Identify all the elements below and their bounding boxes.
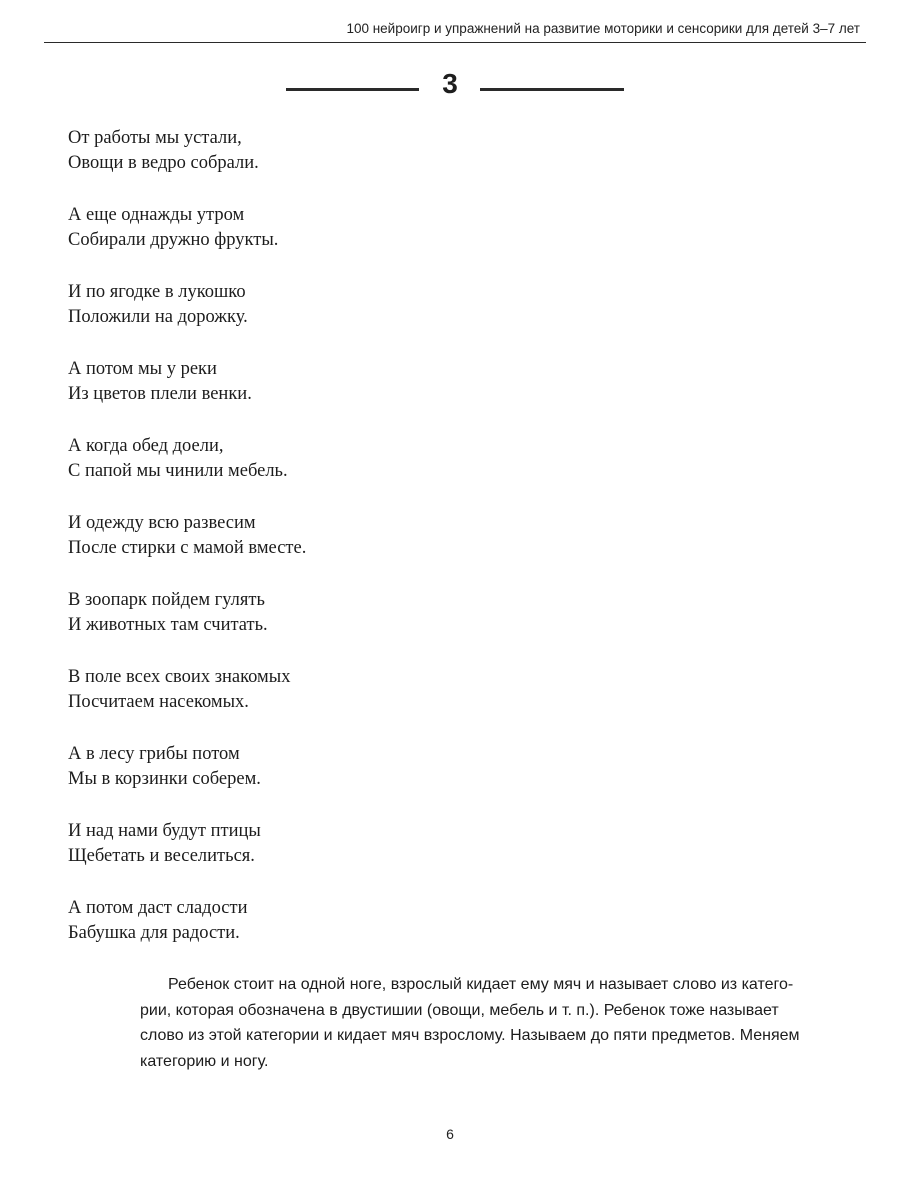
poem-line: После стирки с мамой вместе. bbox=[68, 538, 307, 558]
section-number: 3 bbox=[442, 68, 458, 99]
poem-line: Овощи в ведро собрали. bbox=[68, 153, 259, 173]
poem-line: Мы в корзинки соберем. bbox=[68, 769, 261, 789]
poem-line: Из цветов плели венки. bbox=[68, 384, 252, 404]
poem-stanza bbox=[68, 280, 628, 357]
poem-stanza bbox=[68, 511, 628, 588]
poem-line: Бабушка для радости. bbox=[68, 923, 240, 943]
poem-stanza bbox=[68, 665, 628, 742]
instruction-line: слово из этой категории и кидает мяч взрослому. Называем до пяти предметов. Меняем bbox=[140, 1027, 800, 1044]
poem-line: Посчитаем насекомых. bbox=[68, 692, 249, 712]
poem-line: И одежду всю развесим bbox=[68, 513, 256, 533]
instruction-line: Ребенок стоит на одной ноге, взрослый кидает ему мяч и называет слово из катего- bbox=[168, 976, 794, 993]
poem-line: А потом мы у реки bbox=[68, 359, 217, 379]
poem-line: А потом даст сладости bbox=[68, 898, 248, 918]
poem-stanza bbox=[68, 819, 628, 896]
poem-stanza bbox=[68, 434, 628, 511]
poem-stanza bbox=[68, 588, 628, 665]
poem-line: С папой мы чинили мебель. bbox=[68, 461, 288, 481]
poem-line: От работы мы устали, bbox=[68, 128, 242, 148]
poem-line: И над нами будут птицы bbox=[68, 821, 261, 841]
poem-line: Собирали дружно фрукты. bbox=[68, 230, 279, 250]
instruction-line: категорию и ногу. bbox=[140, 1052, 269, 1070]
section-rule-left bbox=[286, 88, 419, 91]
poem-stanza bbox=[68, 126, 628, 203]
poem-line: Положили на дорожку. bbox=[68, 307, 248, 327]
poem-stanza bbox=[68, 742, 628, 819]
poem-line: Щебетать и веселиться. bbox=[68, 846, 255, 866]
instruction-line: рии, которая обозначена в двустишии (овощи, мебель и т. п.). Ребенок тоже называет bbox=[140, 1001, 779, 1019]
exercise-instruction bbox=[140, 972, 866, 1074]
poem-stanza bbox=[68, 203, 628, 280]
poem-line: А в лесу грибы потом bbox=[68, 744, 240, 764]
page-number: 6 bbox=[446, 1126, 454, 1142]
running-header bbox=[44, 18, 866, 43]
poem-stanza bbox=[68, 357, 628, 434]
poem-line: В зоопарк пойдем гулять bbox=[68, 590, 265, 610]
running-title: 100 нейроигр и упражнений на развитие моторики и сенсорики для детей 3–7 лет bbox=[346, 21, 860, 36]
section-marker bbox=[286, 68, 626, 104]
poem-line: А еще однажды утром bbox=[68, 205, 245, 225]
poem bbox=[68, 126, 628, 973]
poem-line: И животных там считать. bbox=[68, 615, 268, 635]
poem-line: В поле всех своих знакомых bbox=[68, 667, 291, 687]
poem-line: А когда обед доели, bbox=[68, 436, 224, 456]
poem-stanza bbox=[68, 896, 628, 973]
poem-line: И по ягодке в лукошко bbox=[68, 282, 246, 302]
section-rule-right bbox=[480, 88, 624, 91]
